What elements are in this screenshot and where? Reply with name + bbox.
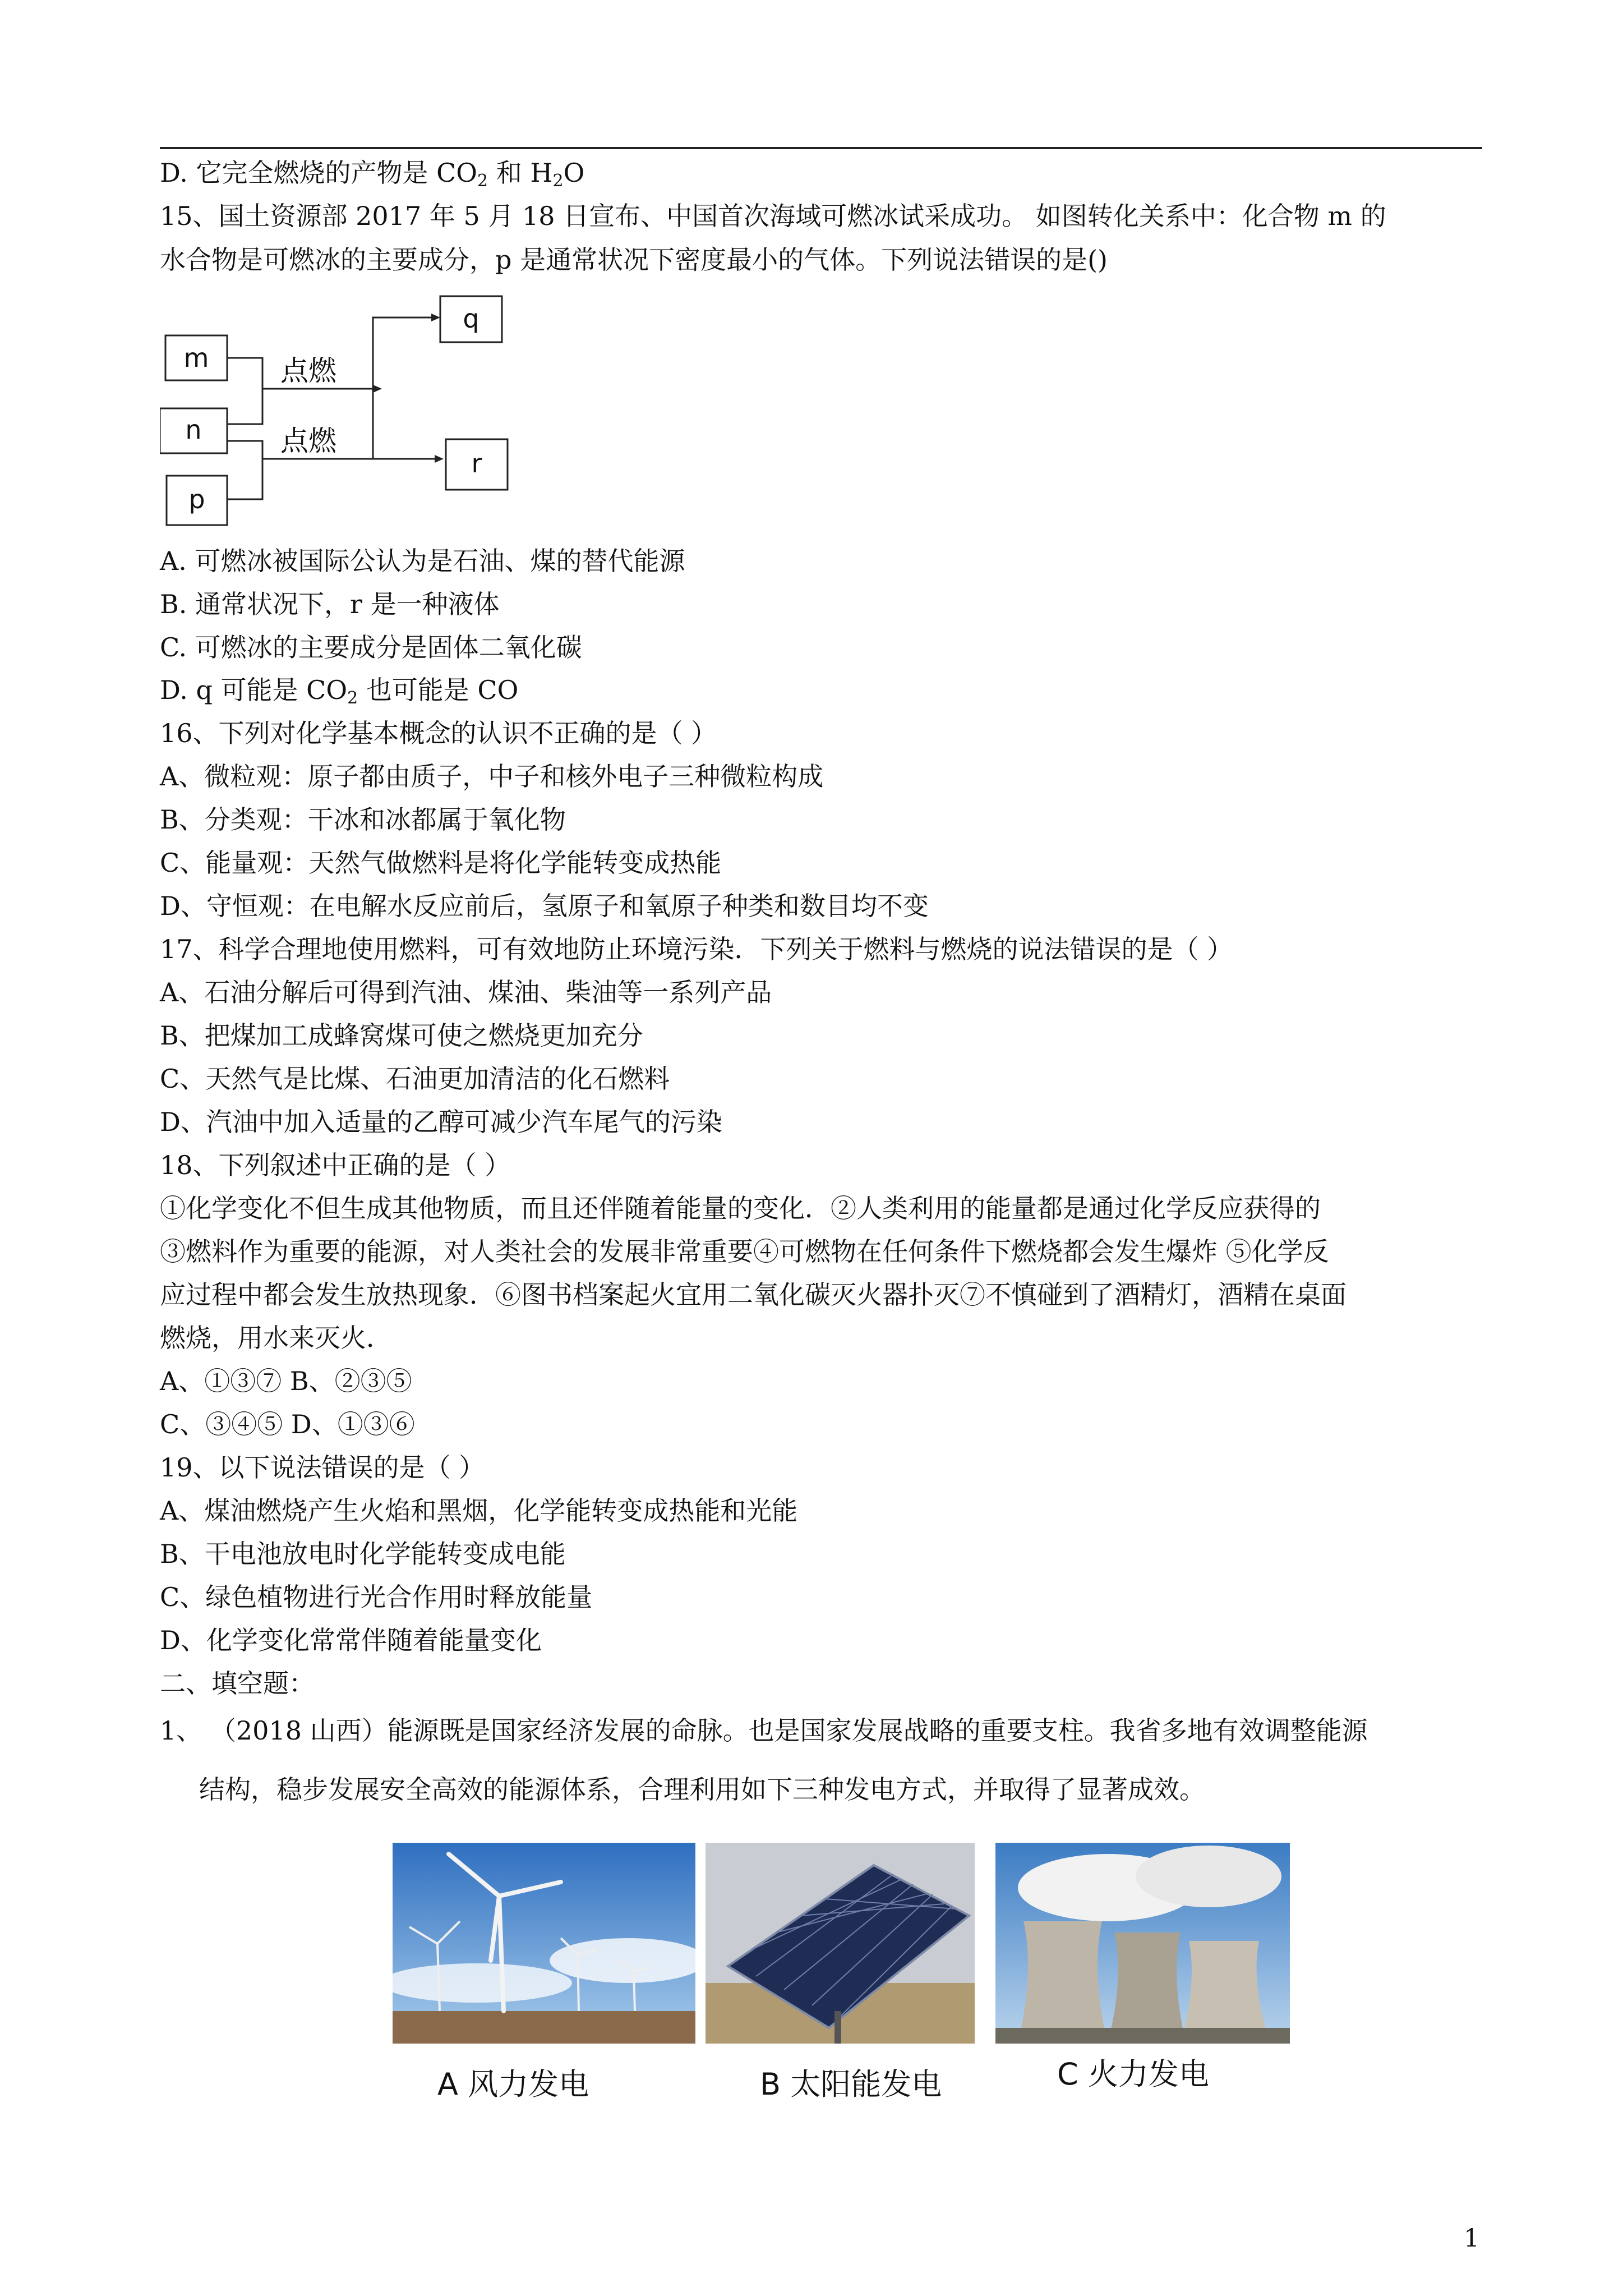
q19-option-a: A、煤油燃烧产生火焰和黑烟，化学能转变成热能和光能 [160, 1496, 798, 1526]
thermal-power-image [995, 1843, 1290, 2044]
q18-options-ab: A、①③⑦ B、②③⑤ [160, 1366, 412, 1396]
label-m: m [183, 343, 209, 373]
arrow-head-1 [373, 385, 382, 393]
q16-option-a: A、微粒观：原子都由质子，中子和核外电子三种微粒构成 [160, 761, 824, 792]
q15-option-b: B. 通常状况下，r 是一种液体 [160, 589, 500, 619]
label-n: n [185, 415, 202, 445]
arrow-head-2 [435, 455, 444, 463]
arrow-head-3 [431, 314, 440, 321]
label-p: p [188, 484, 205, 514]
q17-option-c: C、天然气是比煤、石油更加清洁的化石燃料 [160, 1064, 670, 1094]
q18-text-3: 应过程中都会发生放热现象．⑥图书档案起火宜用二氧化碳灭火器扑灭⑦不慎碰到了酒精灯，酒精在桌面 [160, 1280, 1347, 1310]
q19-option-d: D、化学变化常常伴随着能量变化 [160, 1625, 542, 1655]
fill1-text-1: 1、 （2018 山西）能源既是国家经济发展的命脉。也是国家发展战略的重要支柱。我省多地有效调整能源 [160, 1715, 1368, 1746]
page-number: 1 [1464, 2224, 1479, 2253]
q19-option-b: B、干电池放电时化学能转变成电能 [160, 1539, 566, 1569]
solar-power-image [706, 1843, 975, 2044]
q15-option-d: D. q 可能是 $CO_2$ 也可能是 CO [160, 675, 519, 708]
q16-stem: 16、下列对化学基本概念的认识不正确的是（ ） [160, 718, 717, 748]
q18-stem: 18、下列叙述中正确的是（ ） [160, 1150, 511, 1180]
q15-option-a: A. 可燃冰被国际公认为是石油、煤的替代能源 [160, 546, 685, 576]
q14-option-d: D. 它完全燃烧的产物是 $CO_2$ 和 $H_2O$ [160, 158, 585, 191]
caption-thermal: C 火力发电 [1057, 2056, 1209, 2092]
q16-option-b: B、分类观：干冰和冰都属于氧化物 [160, 804, 566, 835]
caption-wind: A 风力发电 [437, 2067, 589, 2102]
q17-option-a: A、石油分解后可得到汽油、煤油、柴油等一系列产品 [160, 977, 772, 1007]
q19-option-c: C、绿色植物进行光合作用时释放能量 [160, 1582, 593, 1612]
header-rule [160, 147, 1482, 149]
section-fill-blank: 二、填空题： [160, 1668, 315, 1699]
label-r: r [471, 448, 482, 478]
conversion-diagram [160, 291, 519, 532]
label-q: q [463, 303, 479, 334]
q18-text-4: 燃烧，用水来灭火． [160, 1323, 392, 1353]
fill1-text-2: 结构，稳步发展安全高效的能源体系，合理利用如下三种发电方式，并取得了显著成效。 [199, 1774, 1205, 1805]
q18-text-2: ③燃料作为重要的能源，对人类社会的发展非常重要④可燃物在任何条件下燃烧都会发生爆炸 ⑤化学反 [160, 1236, 1329, 1267]
caption-solar: B 太阳能发电 [760, 2067, 942, 2102]
q15-stem-1: 15、国土资源部 2017 年 5 月 18 日宣布、中国首次海域可燃冰试采成功。 如图转化关系中：化合物 m 的 [160, 201, 1386, 231]
q17-stem: 17、科学合理地使用燃料，可有效地防止环境污染．下列关于燃料与燃烧的说法错误的是（ ） [160, 934, 1233, 964]
label-ignite-1: 点燃 [280, 355, 336, 387]
q15-option-c: C. 可燃冰的主要成分是固体二氧化碳 [160, 632, 582, 662]
q17-option-b: B、把煤加工成蜂窝煤可使之燃烧更加充分 [160, 1020, 643, 1051]
q16-option-d: D、守恒观：在电解水反应前后，氢原子和氧原子种类和数目均不变 [160, 891, 929, 921]
wind-power-image [393, 1843, 695, 2044]
power-generation-photos [393, 1843, 1290, 2112]
q16-option-c: C、能量观：天然气做燃料是将化学能转变成热能 [160, 848, 722, 878]
label-ignite-2: 点燃 [280, 425, 336, 457]
split-lines [373, 318, 435, 459]
q18-text-1: ①化学变化不但生成其他物质，而且还伴随着能量的变化．②人类利用的能量都是通过化学反应获得的 [160, 1193, 1321, 1223]
q19-stem: 19、以下说法错误的是（ ） [160, 1452, 485, 1483]
q17-option-d: D、汽油中加入适量的乙醇可减少汽车尾气的污染 [160, 1107, 722, 1137]
q18-options-cd: C、③④⑤ D、①③⑥ [160, 1409, 415, 1439]
q15-stem-2: 水合物是可燃冰的主要成分，p 是通常状况下密度最小的气体。下列说法错误的是() [160, 245, 1108, 275]
